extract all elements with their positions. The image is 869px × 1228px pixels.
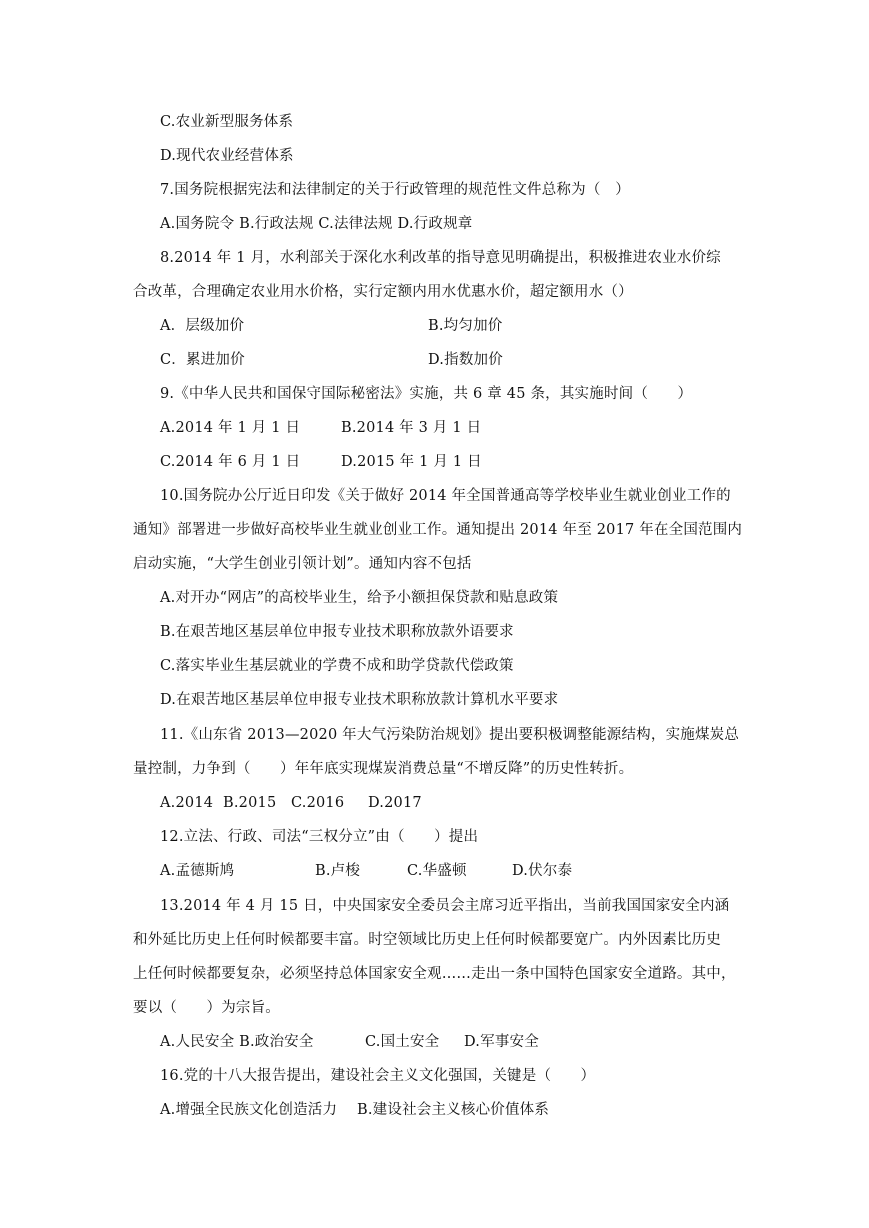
q8-option-d: D.指数加价 [428,352,503,368]
q8-option-b: B.均匀加价 [428,318,503,334]
q10-question-cont-2: 启动实施，“大学生创业引领计划”。通知内容不包括 [133,556,472,572]
q8-question-cont: 合改革，合理确定农业用水价格，实行定额内用水优惠水价，超定额用水（） [133,284,633,300]
q16-question: 16.党的十八大报告提出，建设社会主义文化强国，关键是（ ） [160,1068,596,1084]
q12-question: 12.立法、行政、司法“三权分立”由（ ）提出 [160,829,479,845]
q13-option-c: C.国土安全 [365,1034,440,1050]
q11-option-c: C.2016 [291,795,345,811]
q12-option-b: B.卢梭 [315,863,361,879]
q6-option-d: D.现代农业经营体系 [160,148,294,164]
q13-option-ab: A.人民安全 B.政治安全 [160,1034,314,1050]
q8-question: 8.2014 年 1 月，水利部关于深化水利改革的指导意见明确提出，积极推进农业水价综 [160,250,721,266]
q9-option-d: D.2015 年 1 月 1 日 [341,454,482,470]
q16-option-b: B.建设社会主义核心价值体系 [357,1102,550,1118]
q9-option-b: B.2014 年 3 月 1 日 [341,420,482,436]
q8-option-a: A．层级加价 [160,318,245,334]
q13-question: 13.2014 年 4 月 15 日，中央国家安全委员会主席习近平指出，当前我国国家安全内涵 [160,898,730,914]
q11-option-a: A.2014 [160,795,214,811]
q12-option-d: D.伏尔泰 [512,863,573,879]
q11-question-cont: 量控制，力争到（ ）年年底实现煤炭消费总量“不增反降”的历史性转折。 [133,761,634,777]
q9-question: 9.《中华人民共和国保守国际秘密法》实施，共 6 章 45 条，其实施时间（ ） [160,386,693,402]
q6-option-c: C.农业新型服务体系 [160,114,294,130]
q12-option-c: C.华盛顿 [407,863,467,879]
q12-option-a: A.孟德斯鸠 [160,863,235,879]
q10-question: 10.国务院办公厅近日印发《关于做好 2014 年全国普通高等学校毕业生就业创业工作的 [160,488,731,504]
q9-option-c: C.2014 年 6 月 1 日 [160,454,301,470]
q7-options: A.国务院令 B.行政法规 C.法律法规 D.行政规章 [160,216,473,232]
q11-option-b: B.2015 [223,795,277,811]
q8-option-c: C．累进加价 [160,352,245,368]
q10-option-d: D.在艰苦地区基层单位申报专业技术职称放款计算机水平要求 [160,692,559,708]
q10-option-c: C.落实毕业生基层就业的学费不成和助学贷款代偿政策 [160,658,514,674]
q7-question: 7.国务院根据宪法和法律制定的关于行政管理的规范性文件总称为（ ） [160,182,630,198]
q13-option-d: D.军事安全 [464,1034,539,1050]
q11-option-d: D.2017 [368,795,422,811]
q16-option-a: A.增强全民族文化创造活力 [160,1102,338,1118]
q10-option-a: A.对开办“网店”的高校毕业生，给予小额担保贷款和贴息政策 [160,590,559,606]
q13-question-cont-3: 要以（ ）为宗旨。 [133,1000,280,1016]
q11-question: 11.《山东省 2013—2020 年大气污染防治规划》提出要积极调整能源结构，实施煤炭总 [160,727,740,743]
q9-option-a: A.2014 年 1 月 1 日 [160,420,301,436]
q10-question-cont-1: 通知》部署进一步做好高校毕业生就业创业工作。通知提出 2014 年至 2017 年在全国范围内 [133,522,743,538]
q10-option-b: B.在艰苦地区基层单位申报专业技术职称放款外语要求 [160,624,514,640]
q13-question-cont-1: 和外延比历史上任何时候都要丰富。时空领域比历史上任何时候都要宽广。内外因素比历史 [133,932,721,948]
q13-question-cont-2: 上任何时候都要复杂，必须坚持总体国家安全观……走出一条中国特色国家安全道路。其中， [133,966,736,982]
